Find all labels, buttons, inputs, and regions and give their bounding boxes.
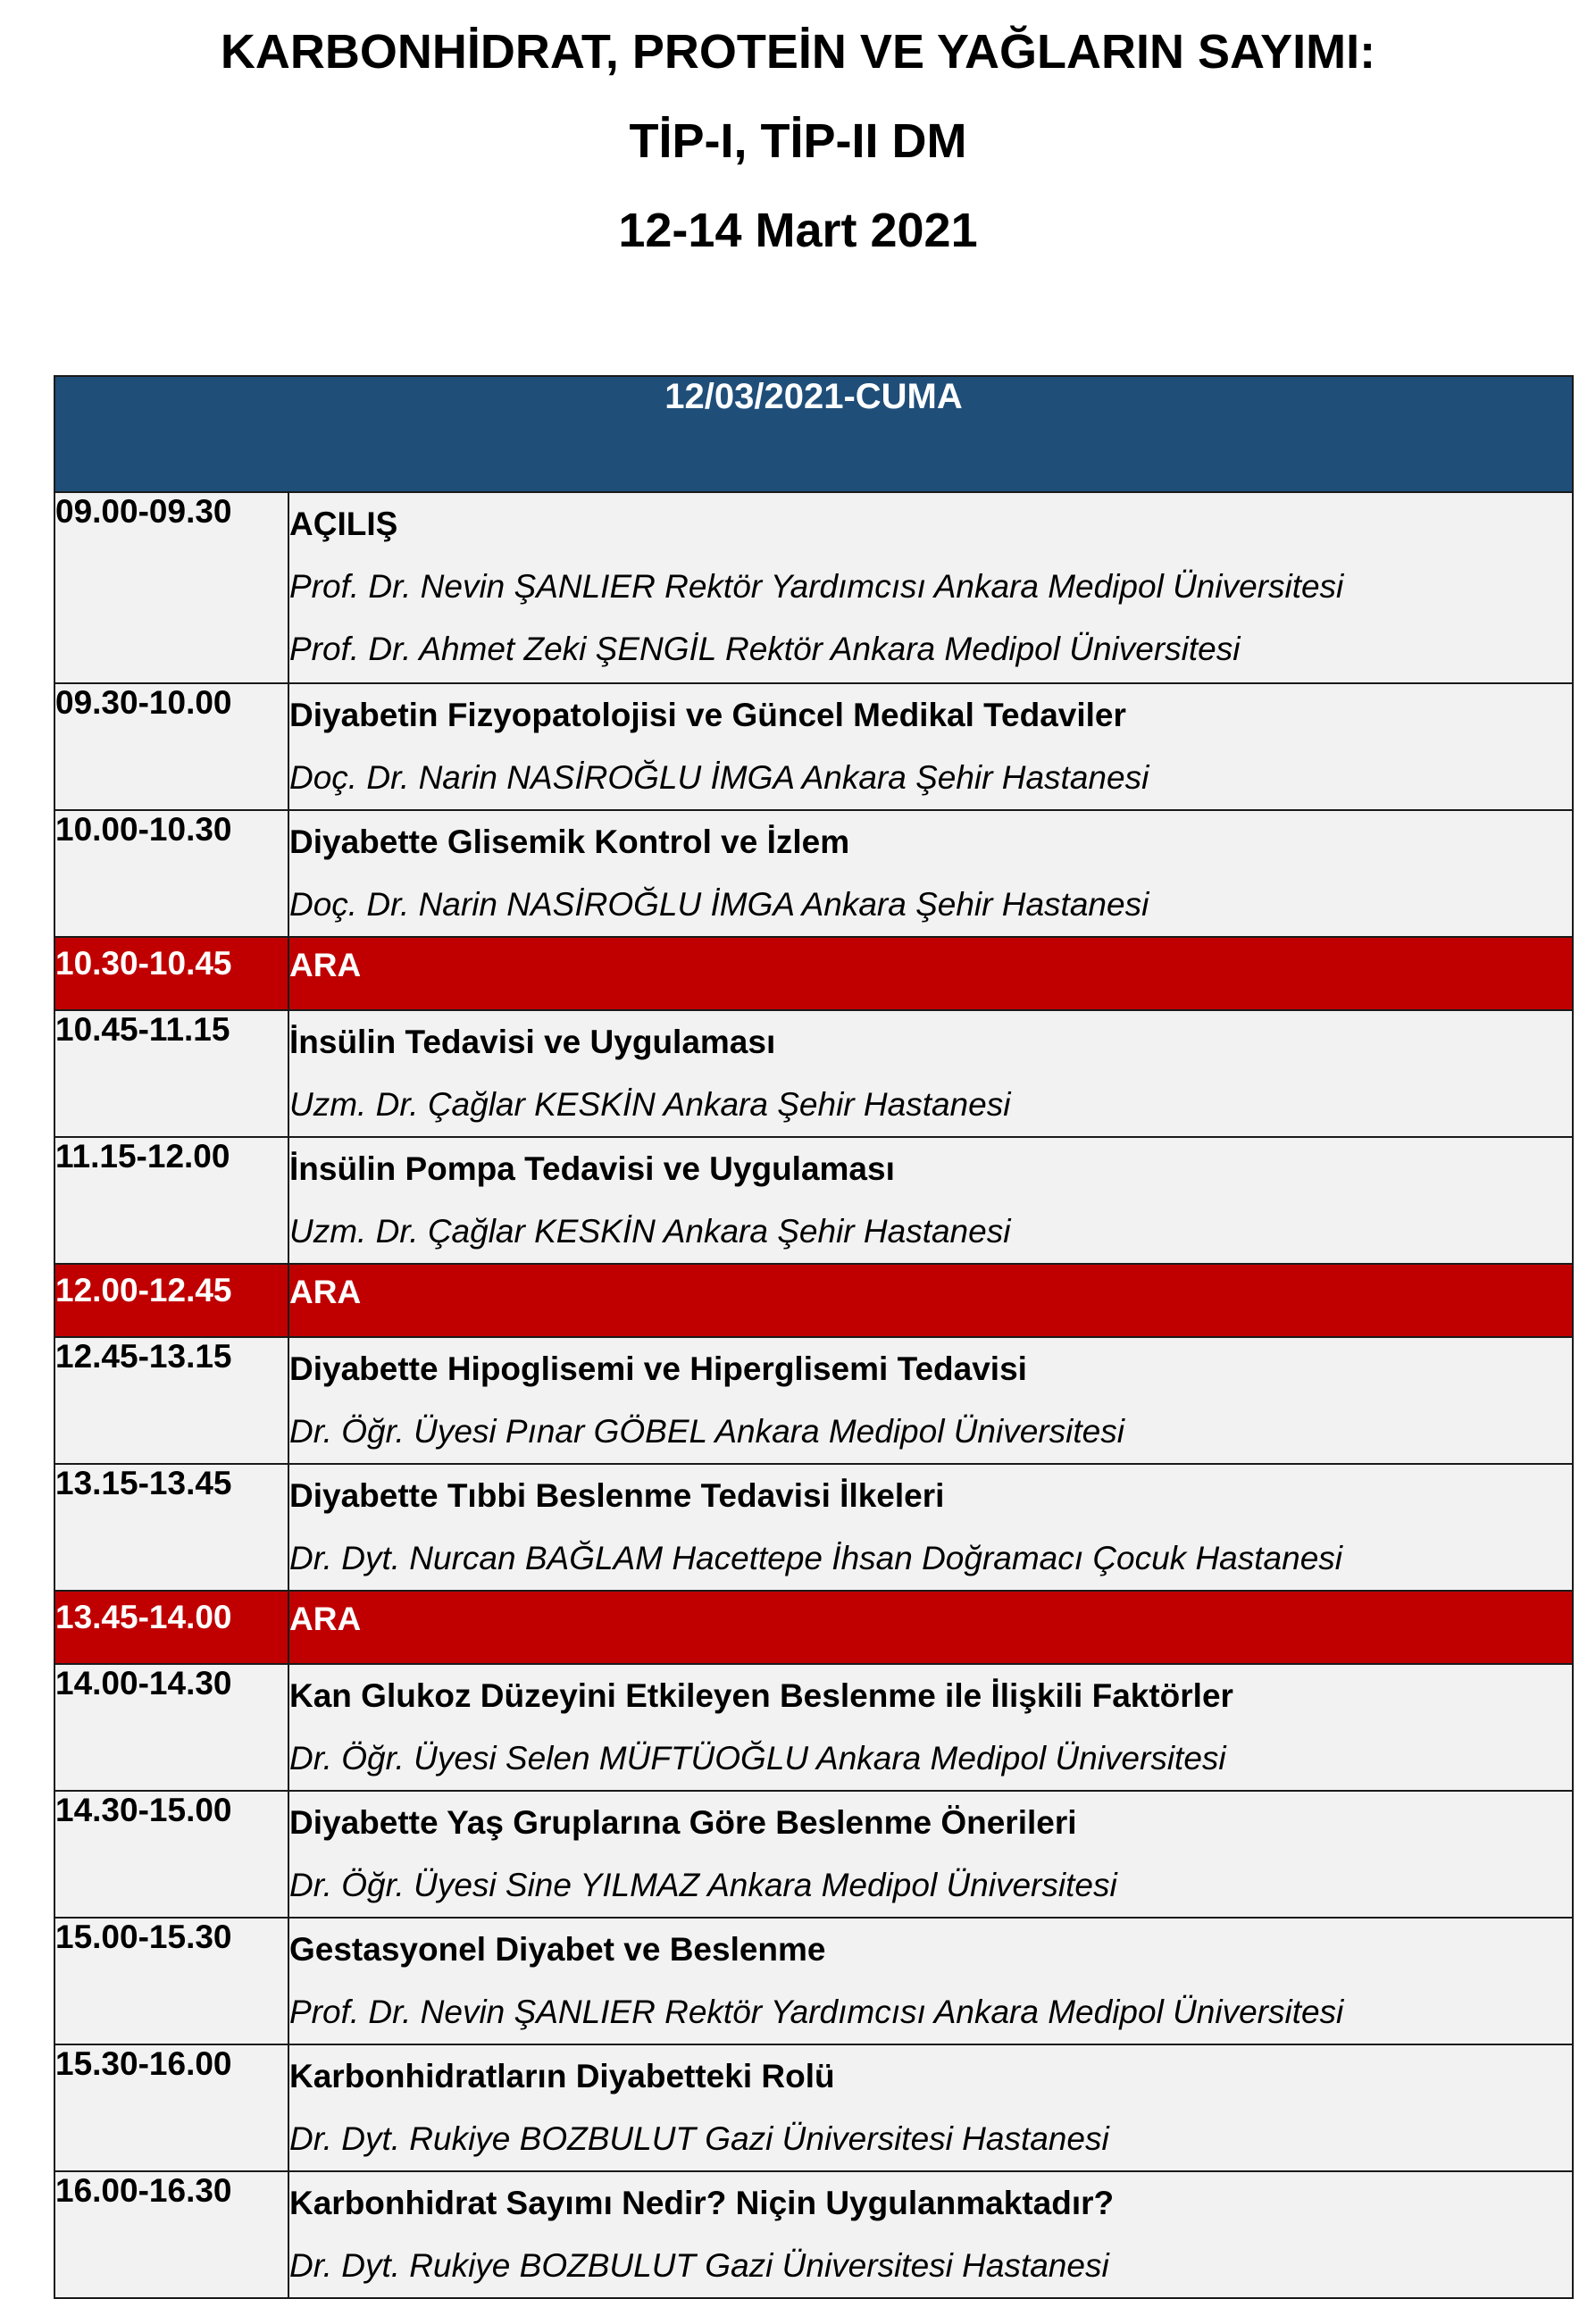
session-speaker: Dr. Dyt. Nurcan BAĞLAM Hacettepe İhsan Doğramacı Çocuk Hastanesi xyxy=(289,1540,1342,1576)
session-time: 10.45-11.15 xyxy=(54,1010,288,1137)
session-time: 10.00-10.30 xyxy=(54,810,288,937)
break-label: ARA xyxy=(289,1601,362,1637)
session-row xyxy=(54,1791,1573,1918)
session-details xyxy=(288,1337,1573,1464)
session-speaker: Dr. Öğr. Üyesi Sine YILMAZ Ankara Medipol Üniversitesi xyxy=(289,1867,1117,1903)
session-details xyxy=(288,810,1573,937)
title-line-2: TİP-I, TİP-II DM xyxy=(629,114,967,168)
session-details xyxy=(288,492,1573,683)
day-header: 12/03/2021-CUMA xyxy=(54,376,1573,492)
session-time: 13.45-14.00 xyxy=(54,1591,288,1664)
session-details xyxy=(288,1664,1573,1791)
session-speaker: Prof. Dr. Nevin ŞANLIER Rektör Yardımcısı Ankara Medipol Üniversitesi xyxy=(289,1994,1344,2030)
session-time: 15.30-16.00 xyxy=(54,2044,288,2171)
session-details xyxy=(288,1137,1573,1264)
session-details xyxy=(288,2044,1573,2171)
session-row xyxy=(54,1664,1573,1791)
session-row xyxy=(54,1464,1573,1591)
session-topic: İnsülin Tedavisi ve Uygulaması xyxy=(289,1024,776,1060)
session-row xyxy=(54,2171,1573,2298)
break-cell xyxy=(288,937,1573,1010)
session-topic: Karbonhidrat Sayımı Nedir? Niçin Uygulanmaktadır? xyxy=(289,2185,1115,2221)
session-details xyxy=(288,1918,1573,2044)
break-label: ARA xyxy=(289,1274,362,1310)
session-row xyxy=(54,683,1573,810)
session-details xyxy=(288,2171,1573,2298)
title-date: 12-14 Mart 2021 xyxy=(618,204,978,257)
title-line-1: KARBONHİDRAT, PROTEİN VE YAĞLARIN SAYIMI: xyxy=(220,25,1376,79)
session-speaker: Dr. Öğr. Üyesi Pınar GÖBEL Ankara Medipol Üniversitesi xyxy=(289,1413,1124,1450)
session-topic: Diyabette Tıbbi Beslenme Tedavisi İlkeleri xyxy=(289,1477,945,1514)
session-topic: Gestasyonel Diyabet ve Beslenme xyxy=(289,1931,826,1968)
session-details xyxy=(288,1464,1573,1591)
session-time: 14.30-15.00 xyxy=(54,1791,288,1918)
session-topic: Diyabette Glisemik Kontrol ve İzlem xyxy=(289,823,850,860)
session-time: 15.00-15.30 xyxy=(54,1918,288,2044)
session-row xyxy=(54,2044,1573,2171)
break-cell xyxy=(288,1591,1573,1664)
session-details xyxy=(288,683,1573,810)
session-speaker: Prof. Dr. Nevin ŞANLIER Rektör Yardımcısı Ankara Medipol Üniversitesi xyxy=(289,568,1344,605)
session-speaker: Doç. Dr. Narin NASİROĞLU İMGA Ankara Şehir Hastanesi xyxy=(289,886,1149,923)
session-time: 14.00-14.30 xyxy=(54,1664,288,1791)
session-speaker: Uzm. Dr. Çağlar KESKİN Ankara Şehir Hastanesi xyxy=(289,1213,1011,1250)
session-time: 09.00-09.30 xyxy=(54,492,288,683)
day-header-row xyxy=(54,376,1573,492)
break-label: ARA xyxy=(289,947,362,983)
session-speaker: Dr. Dyt. Rukiye BOZBULUT Gazi Üniversitesi Hastanesi xyxy=(289,2120,1109,2157)
break-row xyxy=(54,1591,1573,1664)
session-time: 12.45-13.15 xyxy=(54,1337,288,1464)
session-speaker: Uzm. Dr. Çağlar KESKİN Ankara Şehir Hastanesi xyxy=(289,1086,1011,1123)
schedule-table xyxy=(54,375,1574,2299)
session-speaker: Dr. Öğr. Üyesi Selen MÜFTÜOĞLU Ankara Medipol Üniversitesi xyxy=(289,1740,1226,1776)
session-topic: Diyabette Yaş Gruplarına Göre Beslenme Önerileri xyxy=(289,1804,1077,1841)
session-topic: Karbonhidratların Diyabetteki Rolü xyxy=(289,2058,835,2094)
session-topic: AÇILIŞ xyxy=(289,506,398,542)
session-topic: Kan Glukoz Düzeyini Etkileyen Beslenme ile İlişkili Faktörler xyxy=(289,1677,1233,1714)
session-time: 09.30-10.00 xyxy=(54,683,288,810)
session-topic: Diyabette Hipoglisemi ve Hiperglisemi Tedavisi xyxy=(289,1350,1027,1387)
session-time: 11.15-12.00 xyxy=(54,1137,288,1264)
session-time: 10.30-10.45 xyxy=(54,937,288,1010)
session-row xyxy=(54,1337,1573,1464)
session-details xyxy=(288,1791,1573,1918)
break-cell xyxy=(288,1264,1573,1337)
session-speaker: Prof. Dr. Ahmet Zeki ŞENGİL Rektör Ankara Medipol Üniversitesi xyxy=(289,631,1241,667)
session-topic: İnsülin Pompa Tedavisi ve Uygulaması xyxy=(289,1150,895,1187)
session-row xyxy=(54,1010,1573,1137)
session-speaker: Doç. Dr. Narin NASİROĞLU İMGA Ankara Şehir Hastanesi xyxy=(289,759,1149,796)
session-row xyxy=(54,492,1573,683)
break-row xyxy=(54,937,1573,1010)
session-topic: Diyabetin Fizyopatolojisi ve Güncel Medikal Tedaviler xyxy=(289,697,1126,733)
session-row xyxy=(54,1137,1573,1264)
session-time: 16.00-16.30 xyxy=(54,2171,288,2298)
break-row xyxy=(54,1264,1573,1337)
schedule-body xyxy=(54,492,1573,2298)
session-details xyxy=(288,1010,1573,1137)
session-row xyxy=(54,810,1573,937)
session-speaker: Dr. Dyt. Rukiye BOZBULUT Gazi Üniversitesi Hastanesi xyxy=(289,2247,1109,2284)
session-time: 13.15-13.45 xyxy=(54,1464,288,1591)
session-row xyxy=(54,1918,1573,2044)
session-time: 12.00-12.45 xyxy=(54,1264,288,1337)
